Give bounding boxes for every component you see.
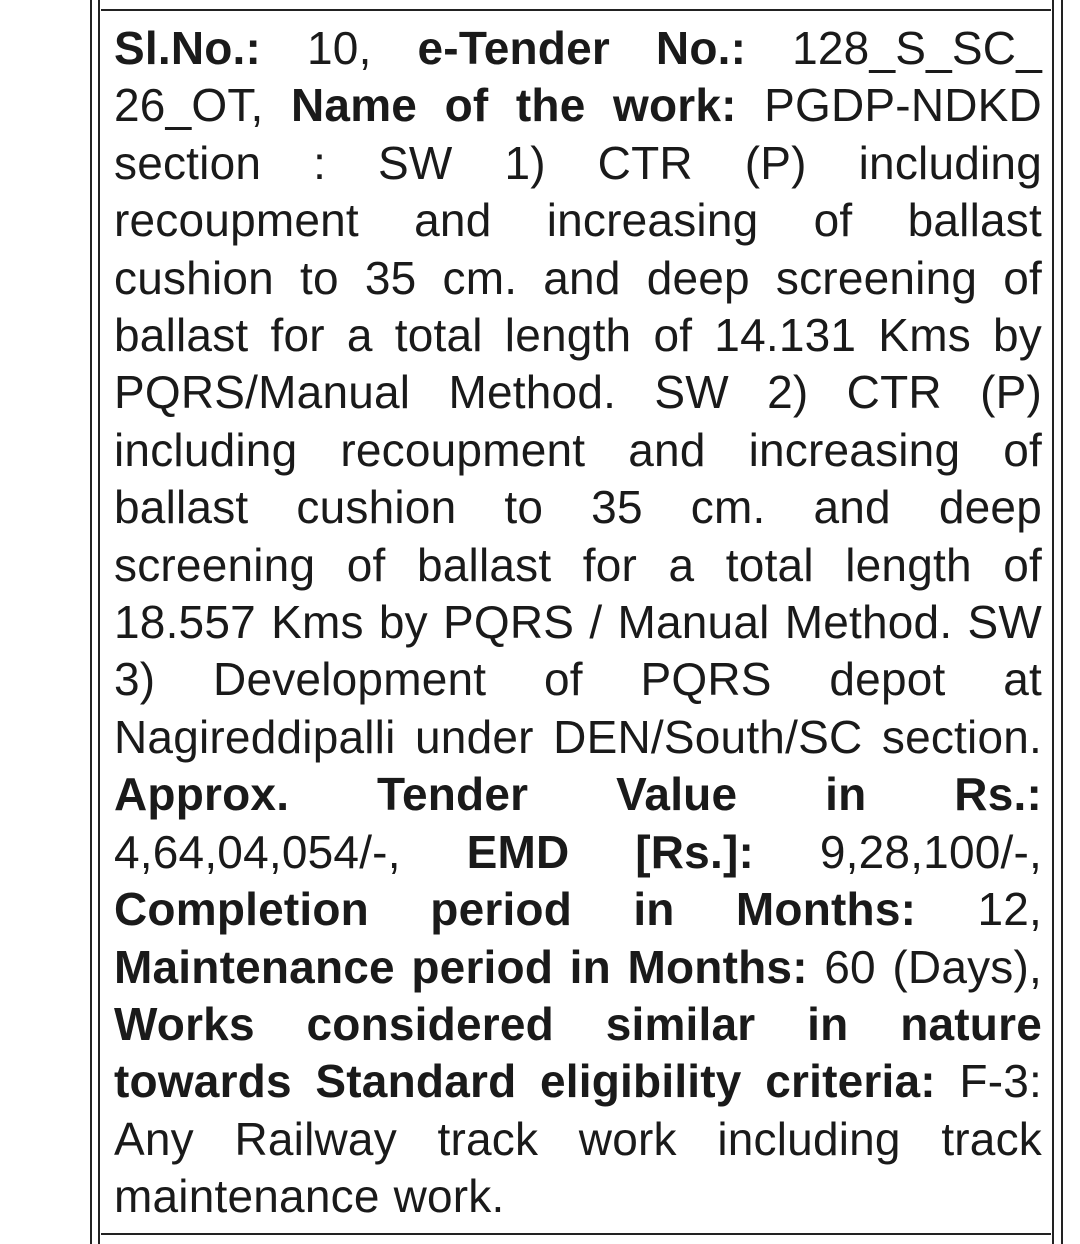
completion-period-label: Completion period in Months: <box>114 883 917 936</box>
tender-value-amount: 4,64,04,054/-, <box>114 825 467 878</box>
maintenance-period-value: 60 (Days), <box>807 940 1042 993</box>
tender-no-label: e-Tender No.: <box>417 22 747 74</box>
tender-value-label: Approx. Tender Value in Rs.: <box>114 768 1042 821</box>
maintenance-period-label: Maintenance period in Months: <box>114 940 808 993</box>
work-name-label: Name of the work: <box>291 79 737 132</box>
emd-label: EMD [Rs.]: <box>466 825 754 878</box>
tender-notice-text <box>114 20 1042 1226</box>
column-rule-left-inner <box>98 0 100 1244</box>
column-rule-right-outer <box>1061 0 1063 1244</box>
sl-no-label: Sl.No.: <box>114 22 262 74</box>
column-rule-left-outer <box>90 0 92 1244</box>
work-name-value: PGDP-NDKD section : SW 1) CTR (P) including recoupment and increasing of ballast cushion to 35 cm. and deep screening of ballast for a total length of 14.131 Kms by PQRS/Manual Method. SW 2) CTR (P) including recoupment and increasing of ballast cushion to 35 cm. and deep screening of ballast for a total length of 18.557 Kms by PQRS / Manual Method. SW 3) Development of PQRS depot at Nagireddipalli under DEN/South/SC section. <box>114 79 1042 763</box>
sl-no-value: 10, <box>261 22 418 74</box>
similar-works-label: Works considered similar in nature towards Standard eligibility criteria: <box>114 997 1042 1108</box>
emd-amount: 9,28,100/-, <box>754 825 1043 878</box>
column-rule-right-inner <box>1052 0 1054 1244</box>
tender-no-value: 128_S_SC_ 26_OT, <box>114 22 1042 132</box>
completion-period-value: 12, <box>916 883 1042 936</box>
similar-works-value: F-3: Any Railway track work including track maintenance work. <box>114 1055 1043 1223</box>
